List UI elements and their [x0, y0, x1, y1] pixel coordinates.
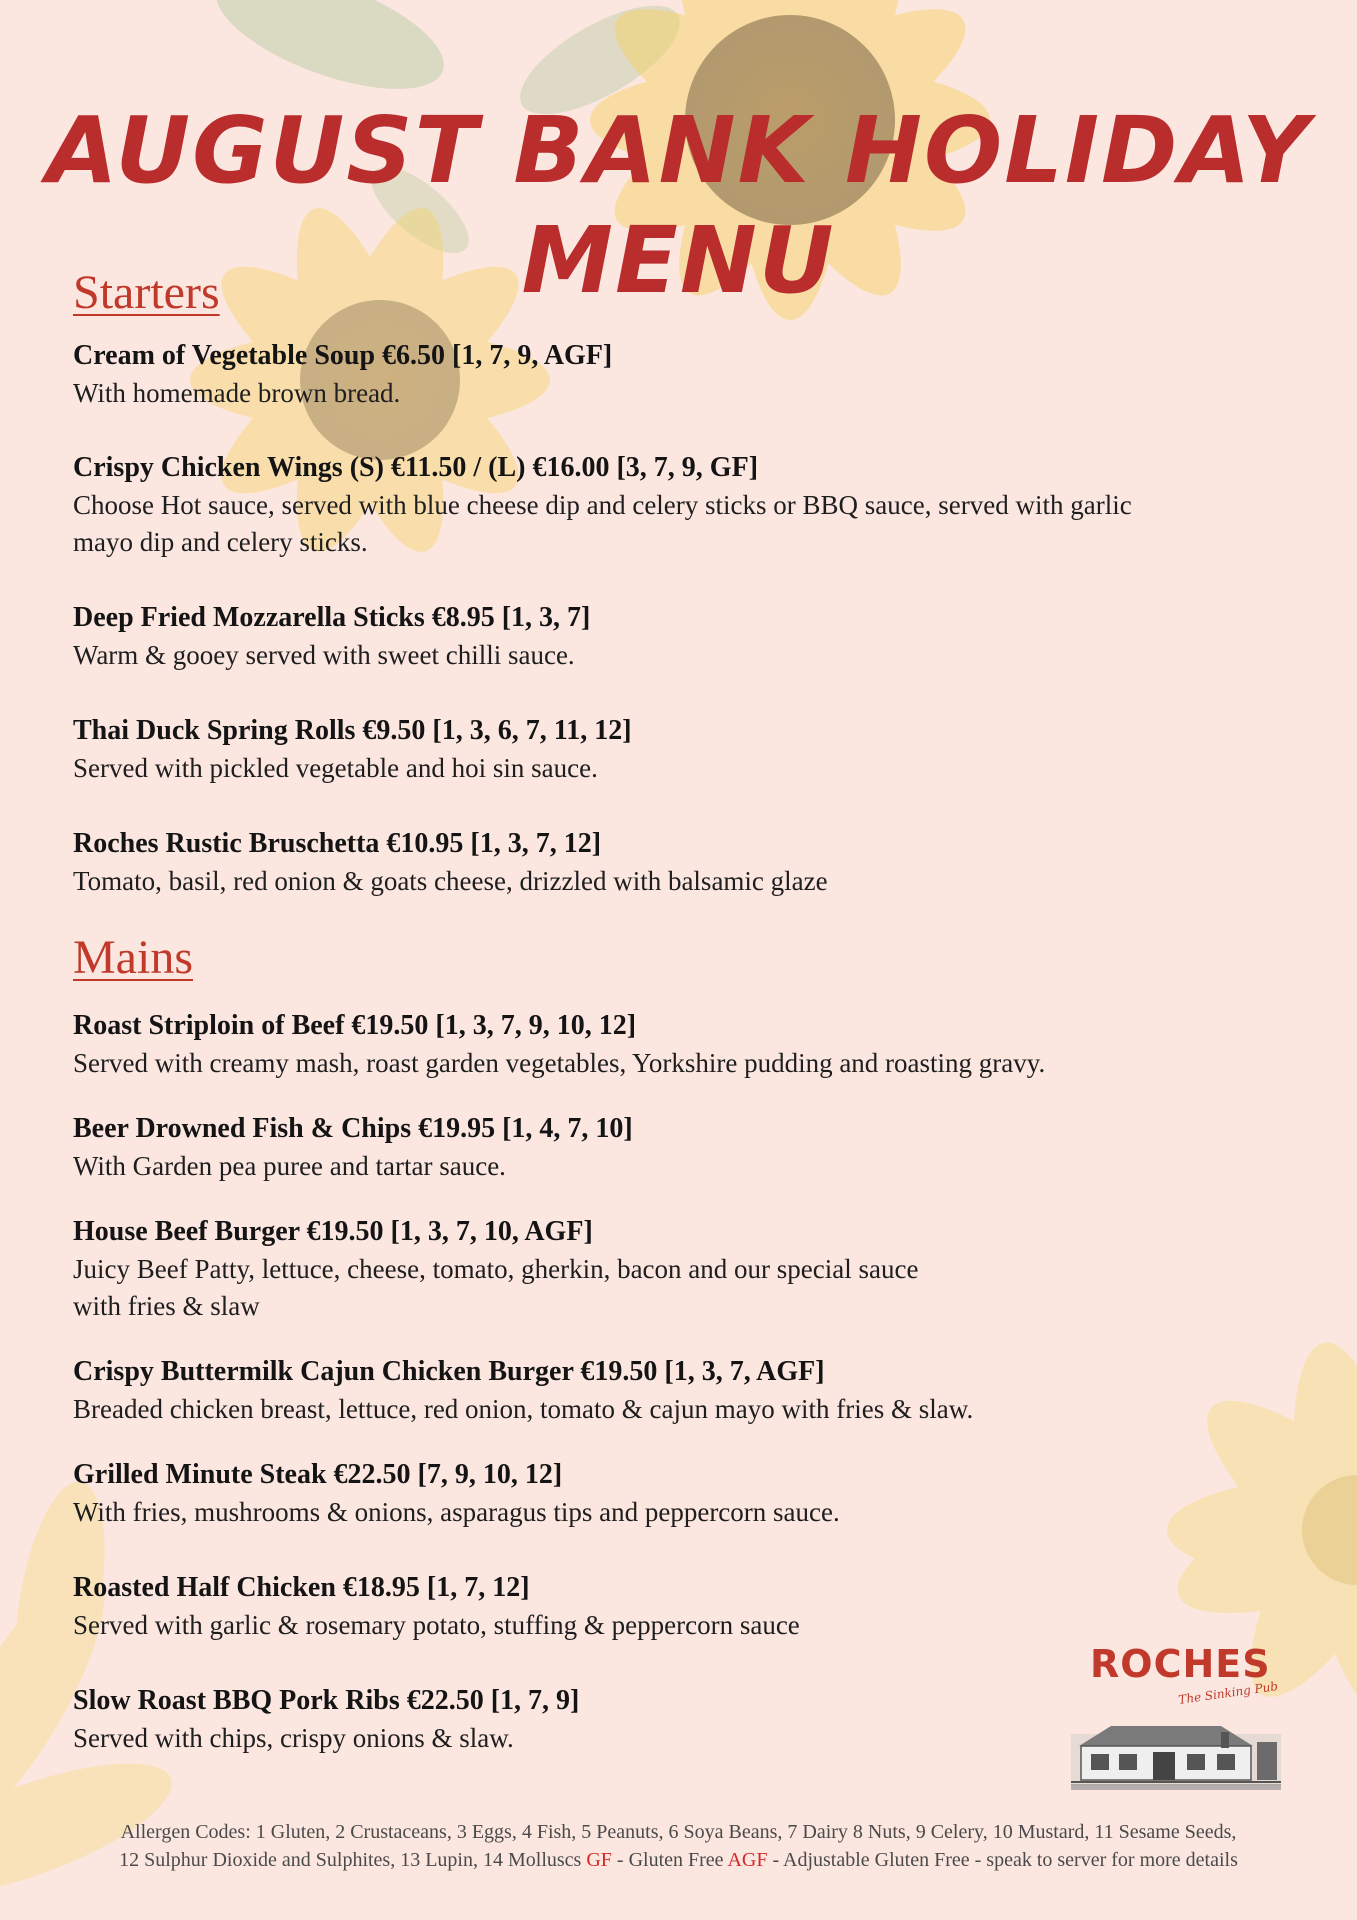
item-description: with fries & slaw	[73, 1291, 260, 1321]
agf-code: AGF	[727, 1849, 768, 1871]
item-description: Breaded chicken breast, lettuce, red onion, tomato & cajun mayo with fries & slaw.	[73, 1394, 974, 1424]
item-description: With homemade brown bread.	[73, 378, 401, 408]
item-name: House Beef Burger €19.50 [1, 3, 7, 10, AGF]	[73, 1216, 593, 1247]
menu-item-fish-chips	[73, 1110, 1273, 1185]
allergen-codes-text: 12 Sulphur Dioxide and Sulphites, 13 Lupin, 14 Molluscs	[119, 1849, 587, 1871]
menu-item-chicken-burger	[73, 1353, 1273, 1428]
item-description: Warm & gooey served with sweet chilli sauce.	[73, 640, 575, 670]
section-heading-mains: Mains	[73, 931, 193, 984]
item-description: mayo dip and celery sticks.	[73, 527, 368, 557]
item-description: With Garden pea puree and tartar sauce.	[73, 1151, 506, 1181]
roches-logo	[1068, 1642, 1288, 1792]
item-description: Juicy Beef Patty, lettuce, cheese, tomato, gherkin, bacon and our special sauce	[73, 1254, 919, 1284]
item-description: Choose Hot sauce, served with blue cheese dip and celery sticks or BBQ sauce, served with garlic	[73, 490, 1132, 520]
menu-item-bruschetta	[73, 825, 1273, 900]
item-name: Cream of Vegetable Soup €6.50 [1, 7, 9, AGF]	[73, 340, 613, 371]
agf-text: - Adjustable Gluten Free - speak to server for more details	[767, 1849, 1238, 1871]
menu-item-minute-steak	[73, 1456, 1273, 1531]
item-description: Served with chips, crispy onions & slaw.	[73, 1723, 514, 1753]
menu-item-roast-beef	[73, 1007, 1273, 1082]
menu-title: AUGUST BANK HOLIDAY MENU	[46, 97, 1311, 314]
menu-item-half-chicken	[73, 1569, 1273, 1644]
menu-item-mozzarella-sticks	[73, 599, 1273, 674]
allergen-footer	[60, 1818, 1297, 1874]
item-description: Served with pickled vegetable and hoi sin sauce.	[73, 753, 598, 783]
menu-item-beef-burger	[73, 1213, 1273, 1325]
menu-item-vegetable-soup	[73, 337, 1273, 412]
section-heading-starters: Starters	[73, 266, 220, 319]
item-name: Slow Roast BBQ Pork Ribs €22.50 [1, 7, 9]	[73, 1685, 580, 1716]
gf-text: - Gluten Free	[611, 1849, 728, 1871]
item-name: Thai Duck Spring Rolls €9.50 [1, 3, 6, 7, 11, 12]	[73, 715, 632, 746]
item-description: Served with garlic & rosemary potato, stuffing & peppercorn sauce	[73, 1610, 800, 1640]
item-description: With fries, mushrooms & onions, asparagus tips and peppercorn sauce.	[73, 1497, 840, 1527]
allergen-codes-line-2	[60, 1846, 1297, 1874]
item-name: Roches Rustic Bruschetta €10.95 [1, 3, 7, 12]	[73, 828, 602, 859]
gf-code: GF	[586, 1849, 612, 1871]
item-name: Crispy Buttermilk Cajun Chicken Burger €19.50 [1, 3, 7, AGF]	[73, 1356, 825, 1387]
item-name: Roast Striploin of Beef €19.50 [1, 3, 7, 9, 10, 12]	[73, 1010, 637, 1041]
item-name: Deep Fried Mozzarella Sticks €8.95 [1, 3, 7]	[73, 602, 591, 633]
item-name: Roasted Half Chicken €18.95 [1, 7, 12]	[73, 1572, 530, 1603]
item-description: Tomato, basil, red onion & goats cheese, drizzled with balsamic glaze	[73, 866, 828, 896]
pub-building-icon	[1071, 1712, 1281, 1792]
logo-wordmark: ROCHES	[1090, 1642, 1271, 1686]
item-name: Crispy Chicken Wings (S) €11.50 / (L) €16.00 [3, 7, 9, GF]	[73, 452, 759, 483]
item-description: Served with creamy mash, roast garden vegetables, Yorkshire pudding and roasting gravy.	[73, 1048, 1046, 1078]
logo-tagline: The Sinking Pub	[1177, 1679, 1279, 1707]
item-name: Beer Drowned Fish & Chips €19.95 [1, 4, 7, 10]	[73, 1113, 633, 1144]
menu-item-duck-spring-rolls	[73, 712, 1273, 787]
item-name: Grilled Minute Steak €22.50 [7, 9, 10, 12]	[73, 1459, 563, 1490]
allergen-codes-line-1: Allergen Codes: 1 Gluten, 2 Crustaceans, 3 Eggs, 4 Fish, 5 Peanuts, 6 Soya Beans, 7 Dairy 8 Nuts, 9 Celery, 10 Mustard, 11 Sesame Seeds,	[120, 1821, 1237, 1843]
menu-item-chicken-wings	[73, 449, 1273, 561]
